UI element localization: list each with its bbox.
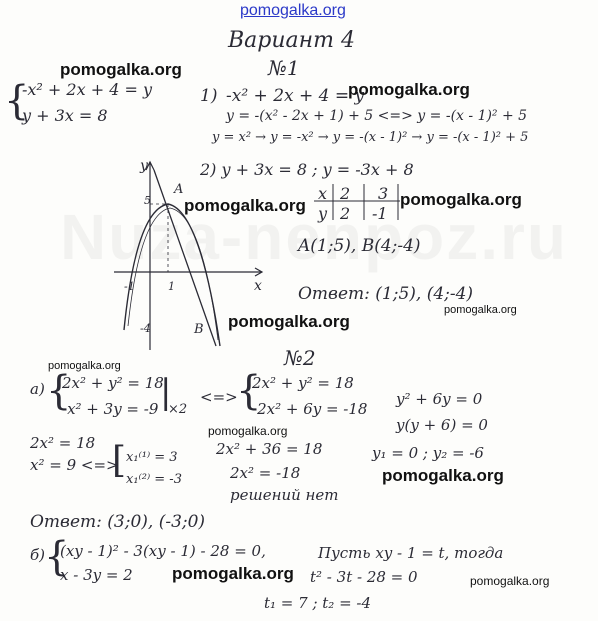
graph-tick-1: 1 xyxy=(168,280,175,293)
graph-parabola xyxy=(124,204,220,346)
system-b-brace: { xyxy=(44,534,70,580)
graph-line xyxy=(154,170,216,346)
step1-label: 1) xyxy=(200,86,218,106)
page-title: Вариант 4 xyxy=(228,28,355,53)
graph-point-b-label: B xyxy=(194,322,204,337)
substitution-line: Пусть xy - 1 = t, тогда xyxy=(318,544,504,562)
system-a-eq2: -x² + 3y = -9 xyxy=(62,400,159,418)
system-a-eq1: 2x² + y² = 18 xyxy=(62,374,164,392)
graph-axis-x-label: x xyxy=(254,278,262,294)
watermark-5: pomogalka.org xyxy=(228,312,350,331)
step1-equation: -x² + 2x + 4 = y xyxy=(226,86,365,106)
step2-line: 2) y + 3x = 8 ; y = -3x + 8 xyxy=(200,160,414,179)
system-b-eq2: x - 3y = 2 xyxy=(60,566,133,584)
watermark-2: pomogalka.org xyxy=(348,80,470,99)
watermark-3: pomogalka.org xyxy=(184,196,306,215)
mid-calc-2: 2x² = -18 xyxy=(230,464,301,482)
system-a2-eq1: 2x² + y² = 18 xyxy=(252,374,354,392)
equivalence-sign: <=> xyxy=(200,388,238,406)
side-calc-1: y² + 6y = 0 xyxy=(396,390,483,408)
no-solutions: решений нет xyxy=(230,486,339,504)
graph-axis-y-label: y xyxy=(140,158,148,174)
system1-eq1: -x² + 2x + 4 = y xyxy=(22,80,152,99)
watermark-6: pomogalka.org xyxy=(444,304,517,316)
step1-line3: y = x² → y = -x² → y = -(x - 1)² → y = -(x - 1)² + 5 xyxy=(212,130,529,145)
table-x-value-1: 2 xyxy=(340,184,351,203)
system-b-eq1: (xy - 1)² - 3(xy - 1) - 28 = 0, xyxy=(60,542,266,560)
table-y-value-1: 2 xyxy=(340,204,351,223)
watermark-8: pomogalka.org xyxy=(208,424,288,438)
table-y-label: y xyxy=(318,204,328,223)
watermark-1: pomogalka.org xyxy=(60,60,182,79)
problem2-answer-a: Ответ: (3;0), (-3;0) xyxy=(30,512,206,532)
root-x1: x₁⁽¹⁾ = 3 xyxy=(126,450,178,465)
problem2-number: №2 xyxy=(284,346,316,370)
graph-tick-neg4: -4 xyxy=(140,322,151,335)
problem1-number: №1 xyxy=(268,56,300,80)
system-brace: { xyxy=(4,78,30,124)
side-calc-3: y₁ = 0 ; y₂ = -6 xyxy=(372,444,484,462)
graph-parabola-trace xyxy=(128,208,218,340)
quadratic-t: t² - 3t - 28 = 0 xyxy=(310,568,418,586)
graph-tick-neg1: -1 xyxy=(124,280,135,293)
line-x2: x² = 9 <=> xyxy=(30,456,119,474)
table-y-value-2: -1 xyxy=(372,204,388,223)
line-2x2: 2x² = 18 xyxy=(30,434,96,452)
table-x-value-2: 3 xyxy=(378,184,389,203)
multiplier: ×2 xyxy=(168,402,188,417)
part-b-label: б) xyxy=(30,546,46,564)
watermark-11: pomogalka.org xyxy=(470,574,550,588)
system-a2-eq2: -2x² + 6y = -18 xyxy=(252,400,368,418)
part-a-label: а) xyxy=(30,380,45,398)
system-a2-brace: { xyxy=(236,368,262,414)
system-a-bar: | xyxy=(160,372,172,412)
intersection-points: A(1;5), B(4;-4) xyxy=(298,236,421,256)
graph-point-a-label: A xyxy=(174,182,184,197)
mid-calc-1: 2x² + 36 = 18 xyxy=(216,440,323,458)
roots-t: t₁ = 7 ; t₂ = -4 xyxy=(264,594,372,612)
watermark-4: pomogalka.org xyxy=(400,190,522,209)
roots-bracket: [ xyxy=(112,440,127,481)
system1-eq2: y + 3x = 8 xyxy=(22,106,108,125)
root-x2: x₁⁽²⁾ = -3 xyxy=(126,472,182,487)
graph-tick-5: 5 xyxy=(144,194,151,207)
problem1-answer: Ответ: (1;5), (4;-4) xyxy=(298,284,474,304)
watermark-9: pomogalka.org xyxy=(382,466,504,485)
system-a-brace: { xyxy=(46,368,72,414)
step1-line2: y = -(x² - 2x + 1) + 5 <=> y = -(x - 1)² + 5 xyxy=(226,108,528,124)
site-link-top[interactable]: pomogalka.org xyxy=(240,2,346,19)
side-calc-2: y(y + 6) = 0 xyxy=(396,416,488,434)
watermark-7: pomogalka.org xyxy=(48,360,121,372)
watermark-10: pomogalka.org xyxy=(172,564,294,583)
table-x-label: x xyxy=(318,184,328,203)
